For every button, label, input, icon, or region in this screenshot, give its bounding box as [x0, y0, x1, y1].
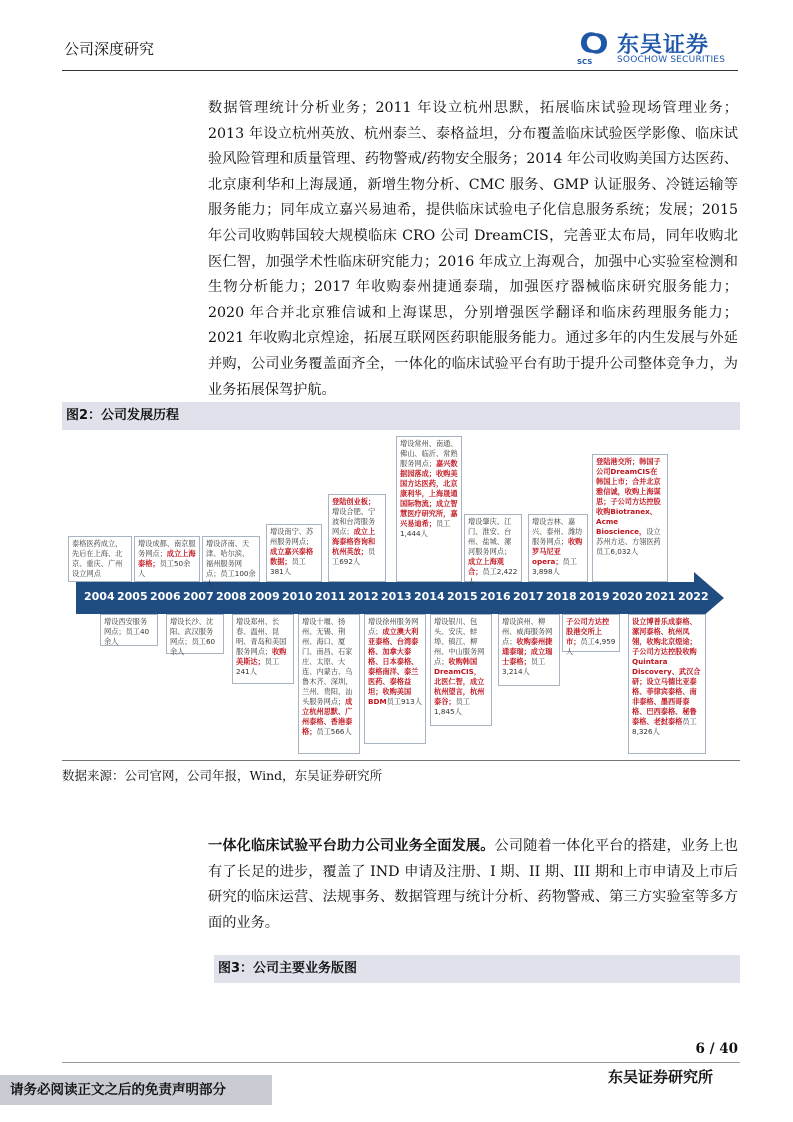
milestone-2017: 增设滨州、柳州、威海服务网点；收购泰州捷通泰瑞；成立瑞士泰格；员工3,214人: [498, 614, 560, 686]
paragraph-2-lead: 一体化临床试验平台助力公司业务全面发展。: [208, 838, 495, 854]
development-timeline: [62, 440, 740, 758]
timeline-year: 2010: [282, 590, 313, 603]
timeline-year: 2014: [414, 590, 445, 603]
body-paragraph-1: 数据管理统计分析业务；2011 年设立杭州思默，拓展临床试验现场管理业务；2013 年设立杭州英放、杭州泰兰、泰格益坦，分布覆盖临床试验医学影像、临床试验风险管理和质量管理、药物警戒/药物安全服务；2014 年公司收购美国方达医药、北京康利华和上海晟通，新增生物分析、CMC 服务、GMP 认证服务、冷链运输等服务能力；同年成立嘉兴易迪希，提供临床试验电子化信息服务系统；发展；2015 年公司收购韩国较大规模临床 CRO 公司 DreamCIS，完善亚太布局，同年收购北医仁智，加强学术性临床研究能力；2016 年成立上海观合，加强中心实验室检测和生物分析能力；2017 年收购泰州捷通泰瑞，加强医疗器械临床研究服务能力；2020 年合并北京雅信诚和上海谋思，分别增强医学翻译和临床药理服务能力；2021 年收购北京煌途，拓展互联网医药职能服务能力。通过多年的内生发展与外延并购，公司业务覆盖面齐全，一体化的临床试验平台有助于提升公司整体竞争力，为业务拓展保驾护航。: [208, 100, 738, 398]
milestone-2016: 增设肇庆、江门、淮安、台州、盐城、漯河服务网点；成立上海观合；员工2,422人: [464, 514, 522, 582]
timeline-year: 2013: [381, 590, 412, 603]
timeline-year: 2015: [447, 590, 478, 603]
timeline-year: 2005: [117, 590, 148, 603]
milestone-2010: 增设南宁、苏州服务网点；成立嘉兴泰格数据；员工381人: [266, 524, 322, 582]
timeline-year: 2006: [150, 590, 181, 603]
body-paragraph-2: [208, 834, 738, 936]
footer-divider: [62, 1062, 740, 1063]
timeline-year: 2017: [513, 590, 544, 603]
milestone-2011: 增设十堰、扬州、无锡、荆州、海口、厦门、南昌、石家庄、太原、大连、内蒙古、乌鲁木齐、深圳、兰州、贵阳、汕头服务网点；成立杭州思默、广州泰格、香港泰格；员工566人: [298, 614, 360, 754]
logo-abbr: SCS: [577, 58, 593, 66]
timeline-year: 2019: [579, 590, 610, 603]
figure-3-title: 图3：公司主要业务版图: [214, 955, 740, 983]
timeline-year: 2004: [84, 590, 115, 603]
logo-en: SOOCHOW SECURITIES: [617, 55, 726, 65]
figure-2-title: 图2：公司发展历程: [62, 402, 740, 430]
milestone-2013: 增设徐州服务网点；成立澳大利亚泰格、台湾泰格、加拿大泰格、日本泰格、泰格南洋、泰兰医药、泰格益坦；收购美国BDM员工913人: [364, 614, 426, 744]
milestone-2006: 增设成都、南京服务网点；成立上海泰格；员工50余人: [134, 536, 200, 582]
timeline-year: 2012: [348, 590, 379, 603]
institute-name: 东吴证券研究所: [608, 1068, 714, 1086]
milestone-2005: 增设西安服务网点；员工40余人: [100, 614, 158, 646]
milestone-2008: 增设济南、天津、哈尔滨、福州服务网点；员工100余人: [202, 536, 260, 582]
source-divider: [62, 760, 740, 761]
timeline-year: 2021: [645, 590, 676, 603]
timeline-year: 2022: [678, 590, 709, 603]
timeline-year: 2011: [315, 590, 346, 603]
timeline-year: 2008: [216, 590, 247, 603]
milestone-2007: 增设长沙、沈阳、武汉服务网点；员工60余人: [166, 614, 224, 654]
header-divider: [62, 70, 738, 71]
milestone-2009: 增设郑州、长春、温州、昆明、青岛和美国服务网点；收购美斯达；员工241人: [232, 614, 294, 684]
paragraph-2-text: 公司随着一体化平台的搭建，业务上也有了长足的进步，覆盖了 IND 申请及注册、I 期、II 期、III 期和上市申请及上市后研究的临床运营、法规事务、数据管理与统计分析、药物警戒、第三方实验室等多方面的业务。: [208, 838, 738, 931]
logo-cn: 东吴证券: [617, 33, 710, 58]
report-type: 公司深度研究: [64, 40, 155, 58]
milestone-2019: 子公司方达控股港交所上市；员工4,959人: [562, 614, 620, 652]
timeline-year: 2007: [183, 590, 214, 603]
disclaimer-note: 请务必阅读正文之后的免责声明部分: [0, 1075, 272, 1105]
milestone-2012: 登陆创业板；增设合肥、宁波和台湾服务网点；成立上海泰格咨询和杭州英放；员工692人: [328, 494, 386, 582]
figure-2-source: 数据来源：公司官网，公司年报，Wind，东吴证券研究所: [62, 768, 383, 783]
timeline-year: 2009: [249, 590, 280, 603]
milestone-2014: 增设常州、南通、佛山、临沂、常熟服务网点；嘉兴数据园落成；收购美国方达医药，北京康利华，上海晟通国际物流；成立智慧医疗研究所，嘉兴易迪希；员工1,444人: [396, 436, 462, 582]
timeline-year: 2020: [612, 590, 643, 603]
page-number: 6 / 40: [695, 1041, 738, 1057]
milestone-2020: 登陆港交所；韩国子公司DreamCIS在韩国上市；合并北京雅信诚，收购上海谋思；子公司方达控股收购Biotranex、Acme Bioscience，设立苏州方达、方翎医药员工6,032人: [592, 454, 668, 582]
milestone-2018: 增设吉林、嘉兴、泰州、潍坊服务网点；收购罗马尼亚 opera；员工3,898人: [528, 514, 588, 582]
brand-logo: [577, 28, 737, 68]
timeline-year: 2016: [480, 590, 511, 603]
milestone-2004: 泰格医药成立，先后在上海、北京、重庆、广州设立网点: [68, 536, 132, 582]
timeline-year: 2018: [546, 590, 577, 603]
soochow-logo-icon: [577, 28, 611, 58]
milestone-2021: 设立博普乐成泰格、漯河泰格、杭州凤翎，收购北京煌途；子公司方达控股收购Quintara Discovery、武汉合研；设立马德比亚泰格、菲律宾泰格、南非泰格、墨西哥泰格、巴西泰格、秘鲁泰格、老挝泰格员工8,326人: [628, 614, 706, 754]
milestone-2015: 增设银川、包头、安庆、蚌埠、镇江、柳州、中山服务网点；收购韩国DreamCIS，北医仁智，成立杭州望言，杭州泰谷；员工1,845人: [430, 614, 492, 726]
